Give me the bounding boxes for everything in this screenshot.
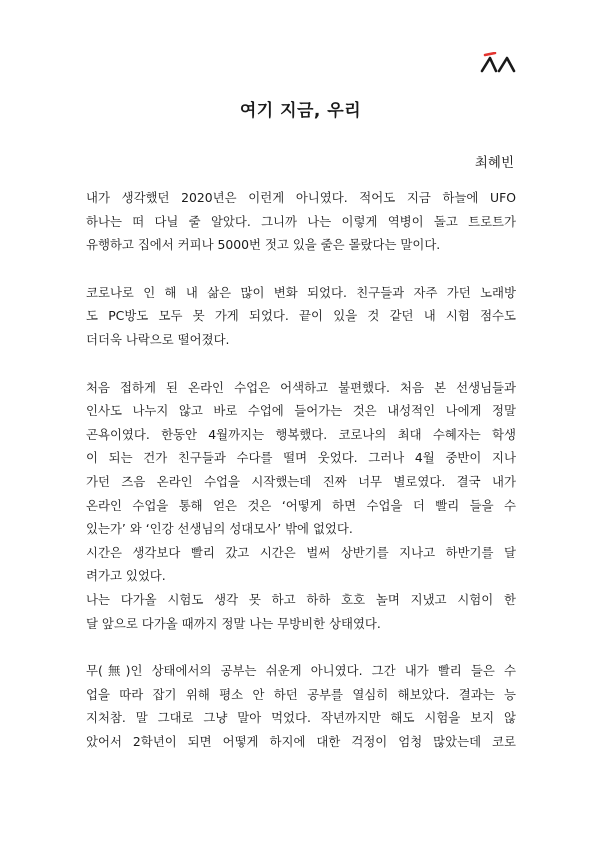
institution-logo-icon <box>480 52 516 74</box>
text-line: 온라인 수업을 통해 얻은 것은 ‘어떻게 하면 수업을 더 빨리 들을 수 <box>86 497 516 513</box>
text-line: 았어서 2학년이 되면 어떻게 하지에 대한 걱정이 엄청 많았는데 코로 <box>86 733 516 749</box>
text-line: 업을 따라 잡기 위해 평소 안 하던 공부를 열심히 해보았다. 결과는 능 <box>86 686 516 702</box>
text-line: 도 PC방도 모두 못 가게 되었다. 끝이 있을 것 같던 내 시험 점수도 <box>86 308 516 324</box>
text-line: 처음 접하게 된 온라인 수업은 어색하고 불편했다. 처음 본 선생님들과 <box>86 379 516 395</box>
text-line: 가던 즈음 온라인 수업을 시작했는데 진짜 너무 별로였다. 결국 내가 <box>86 473 516 489</box>
logo-right-mark <box>499 58 514 71</box>
text-line: 무(無)인 상태에서의 공부는 쉬운게 아니였다. 그간 내가 빨리 들은 수 <box>86 663 516 679</box>
logo-left-mark <box>482 58 496 71</box>
text-line: 내가 생각했던 2020년은 이런게 아니였다. 적어도 지금 하늘에 UFO <box>86 190 516 205</box>
text-line: 곤욕이였다. 한동안 4월까지는 행복했다. 코로나의 최대 수혜자는 학생 <box>86 426 516 442</box>
text-line: 려가고 있었다. <box>86 568 166 584</box>
text-line: 인사도 나누지 않고 바로 수업에 들어가는 것은 내성적인 나에게 정말 <box>86 403 516 419</box>
text-line: 시간은 생각보다 빨리 갔고 시간은 벌써 상반기를 지나고 하반기를 달 <box>86 544 516 560</box>
paragraph <box>86 659 516 753</box>
text-line: 달 앞으로 다가올 때까지 정말 나는 무방비한 상태였다. <box>86 615 381 631</box>
author-name: 최혜빈 <box>474 155 514 171</box>
text-line: 코로나로 인 해 내 삶은 많이 변화 되었다. 친구들과 자주 가던 노래방 <box>86 284 516 300</box>
paragraph <box>86 376 516 636</box>
text-line: 이 되는 건가 친구들과 수다를 떨며 웃었다. 그러나 4월 중반이 지나 <box>86 450 516 466</box>
text-line: 지처참. 말 그대로 그냥 말아 먹었다. 작년까지만 해도 시험을 보지 않 <box>86 710 516 726</box>
paragraph <box>86 186 516 257</box>
logo-accent-stroke <box>485 53 495 55</box>
text-line: 유행하고 집에서 커피나 5000번 젓고 있을 줄은 몰랐다는 말이다. <box>86 237 441 253</box>
text-line: 더더욱 나락으로 떨어졌다. <box>86 331 230 347</box>
paragraph <box>86 281 516 352</box>
essay-body <box>86 186 516 777</box>
text-line: 나는 다가올 시험도 생각 못 하고 하하 호호 놀며 지냈고 시험이 한 <box>86 591 516 607</box>
text-line: 있는가’ 와 ‘인강 선생님의 성대모사’ 밖에 없었다. <box>86 521 353 537</box>
text-line: 하나는 떠 다닐 줄 알았다. 그니까 나는 이렇게 역병이 돌고 트로트가 <box>86 213 516 229</box>
page-title: 여기 지금, 우리 <box>239 101 362 121</box>
